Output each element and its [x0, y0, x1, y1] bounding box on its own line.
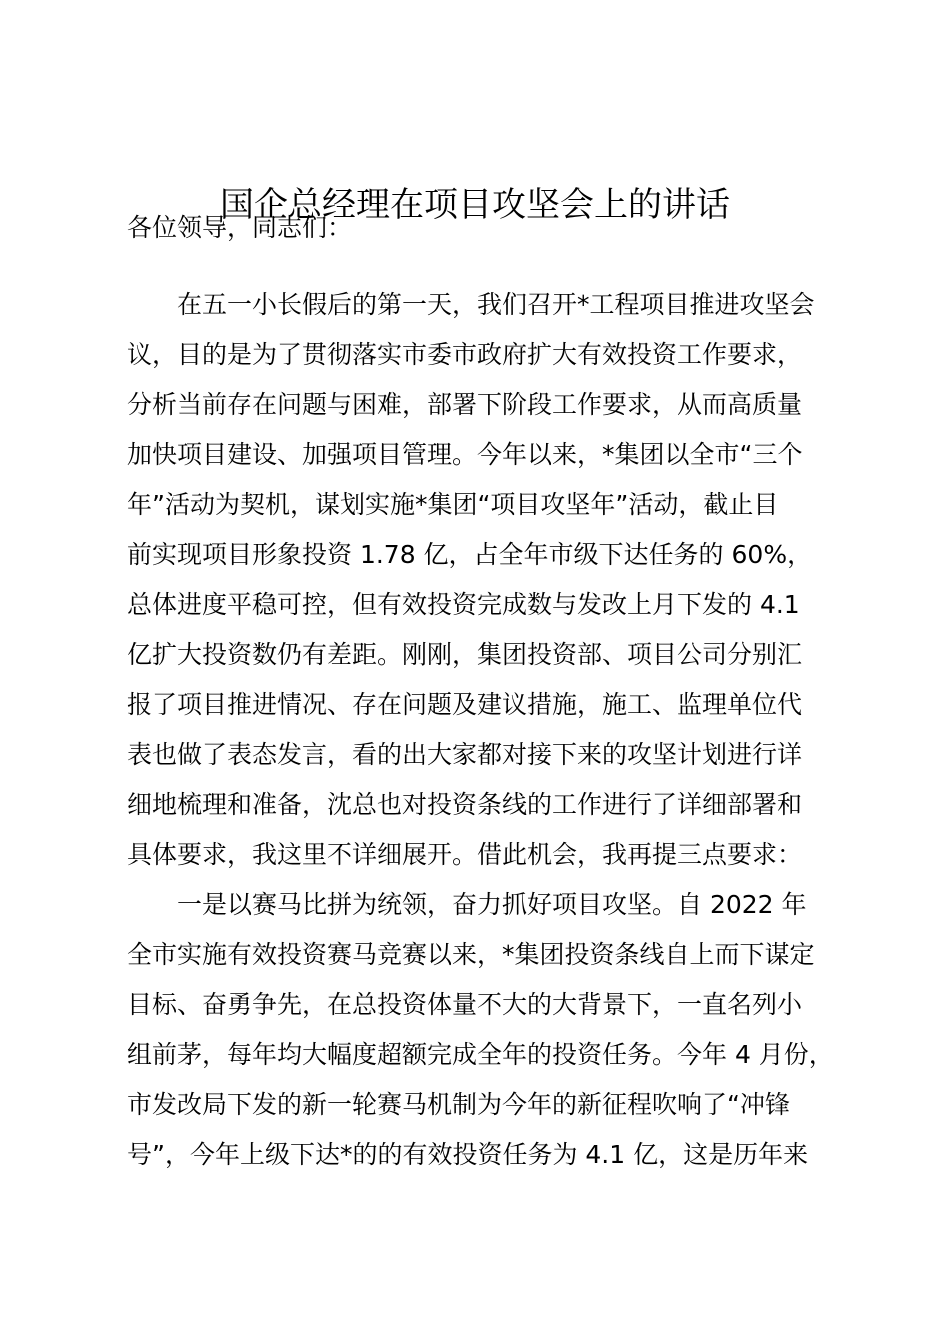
paragraph-line: 加快项目建设、加强项目管理。今年以来，*集团以全市“三个	[127, 440, 803, 469]
salutation: 各位领导，同志们：	[127, 213, 353, 242]
paragraph-line: 细地梳理和准备，沈总也对投资条线的工作进行了详细部署和	[127, 790, 803, 819]
paragraph-line: 总体进度平稳可控，但有效投资完成数与发改上月下发的 4.1	[127, 590, 800, 619]
paragraph-line: 全市实施有效投资赛马竞赛以来，*集团投资条线自上而下谋定	[127, 940, 815, 969]
paragraph-line: 年”活动为契机，谋划实施*集团“项目攻坚年”活动，截止目	[127, 490, 779, 519]
paragraph-line: 亿扩大投资数仍有差距。刚刚，集团投资部、项目公司分别汇	[127, 640, 803, 669]
paragraph-line: 报了项目推进情况、存在问题及建议措施，施工、监理单位代	[127, 690, 803, 719]
paragraph-line: 具体要求，我这里不详细展开。借此机会，我再提三点要求：	[127, 840, 803, 869]
paragraph-line: 组前茅，每年均大幅度超额完成全年的投资任务。今年 4 月份，	[127, 1040, 834, 1069]
paragraph-line: 表也做了表态发言，看的出大家都对接下来的攻坚计划进行详	[127, 740, 803, 769]
paragraph-line: 市发改局下发的新一轮赛马机制为今年的新征程吹响了“冲锋	[127, 1090, 790, 1119]
paragraph-line: 在五一小长假后的第一天，我们召开*工程项目推进攻坚会	[177, 290, 815, 319]
paragraph-line: 目标、奋勇争先，在总投资体量不大的大背景下，一直名列小	[127, 990, 803, 1019]
paragraph-line: 分析当前存在问题与困难，部署下阶段工作要求，从而高质量	[127, 390, 803, 419]
paragraph-line: 号”，今年上级下达*的的有效投资任务为 4.1 亿，这是历年来	[127, 1140, 809, 1169]
document-title: 国企总经理在项目攻坚会上的讲话	[220, 185, 730, 225]
paragraph-line: 议，目的是为了贯彻落实市委市政府扩大有效投资工作要求，	[127, 340, 803, 369]
paragraph-line: 前实现项目形象投资 1.78 亿，占全年市级下达任务的 60%，	[127, 540, 813, 569]
paragraph-line: 一是以赛马比拼为统领，奋力抓好项目攻坚。自 2022 年	[177, 890, 807, 919]
